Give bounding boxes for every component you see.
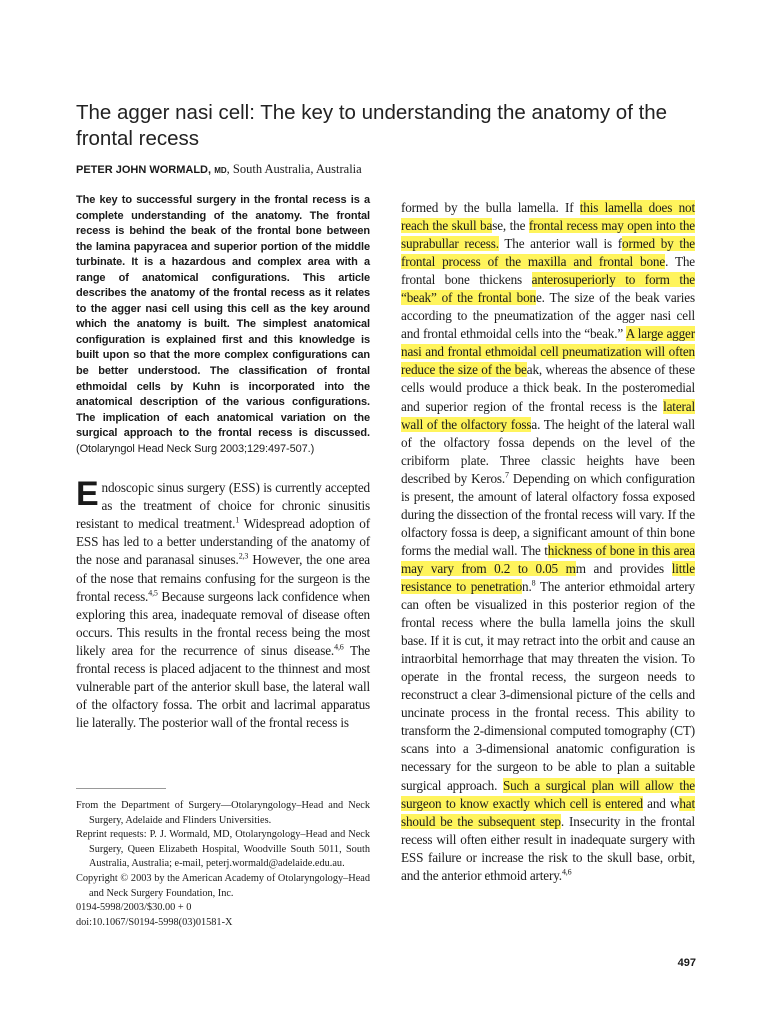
footnote-divider — [76, 788, 166, 789]
left-column — [76, 193, 370, 732]
footnote-copyright: Copyright © 2003 by the American Academy of Otolaryngology–Head and Neck Surgery Foundation, Inc. — [76, 872, 370, 899]
citation-ref: 4,6 — [334, 642, 344, 652]
author-name: PETER JOHN WORMALD, — [76, 164, 212, 176]
body-text: The frontal recess is placed adjacent to the thinnest and most vulnerable part of the anterior skull base, the lateral wall of the olfactory fossa. The orbit and lacrimal apparatus lie laterally. The posterior wall of the frontal recess is — [76, 642, 370, 730]
drop-cap: E — [76, 475, 99, 514]
body-text: a. The height of the lateral wall of the olfactory fossa depends on the level of the cribiform plate. Three classic heights have been described by Keros. — [401, 416, 696, 486]
body-text: formed by the bulla lamella. If — [401, 200, 580, 215]
page-number: 497 — [677, 957, 696, 969]
body-text: ndoscopic sinus surgery (ESS) is currently accepted as the treatment of choice for chronic sinusitis resistant to medical treatment. — [76, 480, 370, 532]
highlighted-text: hickness of bone in this area may vary from 0.2 to 0.05 m — [401, 542, 696, 576]
footnote-issn: 0194-5998/2003/$30.00 + 0 — [76, 902, 192, 914]
body-text: Widespread adoption of ESS has led to a better understanding of the anatomy of the nose and paranasal sinuses. — [76, 516, 370, 568]
highlighted-text: A large agger nasi and frontal ethmoidal cell pneumatization will often reduce the size of the be — [401, 326, 695, 378]
body-text: n. — [522, 578, 532, 594]
body-text: ak, whereas the absence of these cells would produce a thick beak. In the posteromedial and superior region of the frontal recess is the — [401, 362, 695, 414]
body-text: Because surgeons lack confidence when exploring this area, inadequate removal of disease often occurs. This results in the frontal recess being the most likely area for the recurrence of sinus disease. — [76, 588, 370, 658]
citation-ref: 7 — [505, 470, 509, 480]
body-text: se, the — [492, 218, 529, 234]
highlighted-text: little resistance to penetratio — [401, 560, 695, 594]
highlighted-text: hat should be the subsequent step — [401, 795, 695, 829]
body-paragraph — [401, 199, 695, 885]
article-title: The agger nasi cell: The key to understanding the anatomy of the frontal recess — [76, 101, 668, 150]
highlighted-text: ormed by the frontal process of the maxilla and frontal bone — [401, 236, 695, 270]
footnote-affiliation: From the Department of Surgery—Otolaryngology–Head and Neck Surgery, Adelaide and Flinders Universities. — [76, 800, 370, 826]
right-column — [401, 199, 695, 885]
highlighted-text: this lamella does not reach the skull ba — [401, 200, 695, 234]
highlighted-text: anterosuperiorly to form the “beak” of the frontal bon — [401, 272, 695, 306]
footnote-doi: doi:10.1067/S0194-5998(03)01581-X — [76, 916, 233, 928]
body-text: However, the one area of the nose that remains confusing for the surgeon is the frontal recess. — [76, 552, 370, 604]
body-text: The anterior ethmoidal artery can often be visualized in this posterior region of the frontal recess where the bulla lamella joins the skull base. If it is cut, it may retract into the orbit and cause an intraorbital hemorrhage that may threaten the vision. To operate in the frontal recess, the surgeon needs to reconstruct a clear 3-dimensional picture of the cells and uncinate process in the frontal recess. This ability to transform the 2-dimensional computed tomography (CT) scans into a 3-dimensional anatomic configuration is necessary for the surgeon to be able to plan a suitable surgical approach. — [401, 578, 695, 793]
highlighted-text: lateral wall of the olfactory foss — [401, 398, 695, 432]
citation-ref: 2,3 — [238, 552, 249, 562]
abstract-citation: (Otolaryngol Head Neck Surg 2003;129:497-507.) — [76, 442, 315, 455]
body-text: . The frontal bone thickens — [401, 254, 696, 288]
intro-paragraph — [76, 475, 370, 732]
footnotes — [76, 799, 370, 930]
citation-ref: 4,5 — [148, 588, 158, 598]
citation-ref: 4,6 — [561, 867, 572, 877]
highlighted-text: frontal recess may open into the suprabullar recess. — [401, 218, 695, 252]
citation-ref: 8 — [531, 578, 536, 588]
highlighted-text: Such a surgical plan will allow the surgeon to know exactly which cell is entered — [401, 777, 695, 811]
abstract-text: The key to successful surgery in the frontal recess is a complete understanding of the anatomy. The frontal recess is behind the beak of the frontal bone between the lamina papyracea and superior portion of the middle turbinate. It is a hazardous and complex area with a range of anatomical configurations. This article describes the anatomy of the frontal recess as it relates to the agger nasi cell using this cell as the key around which the anatomy is built. The simplest anatomical configuration is explained first and this knowledge is built upon so that the more complex configurations can be better understood. The classification of frontal ethmoidal cells by Kuhn is incorporated into the anatomical description of the various configurations. The implication of each anatomical variation on the surgical approach to the frontal recess is discussed. — [76, 194, 370, 440]
body-text: m and provides — [575, 560, 672, 576]
byline — [76, 160, 716, 180]
footnote-reprint-requests: Reprint requests: P. J. Wormald, MD, Otolaryngology–Head and Neck Surgery, Queen Elizabeth Hospital, Woodville South 5011, South Australia, Australia; e-mail, peterj.wormald@adelaide.edu.au. — [76, 829, 370, 870]
body-text: and w — [642, 795, 680, 811]
abstract — [76, 193, 370, 457]
author-degree: MD — [214, 166, 227, 175]
body-text: Depending on which configuration is present, the amount of lateral olfactory fossa exposed during the dissection of the frontal recess will vary. If the olfactory fossa is deep, a significant amount of thin bone forms the medial wall. The t — [401, 470, 695, 558]
body-text: e. The size of the beak varies according to the pneumatization of the agger nasi cell and frontal ethmoidal cells into the “beak.” — [401, 290, 695, 342]
body-text: The anterior wall is f — [498, 236, 623, 252]
body-text: . Insecurity in the frontal recess will often either result in inadequate surgery with ESS failure or increase the risk to the skull base, orbit, and the anterior ethmoid artery. — [401, 813, 695, 883]
citation-ref: 1 — [235, 516, 240, 525]
author-location: , South Australia, Australia — [226, 162, 362, 176]
